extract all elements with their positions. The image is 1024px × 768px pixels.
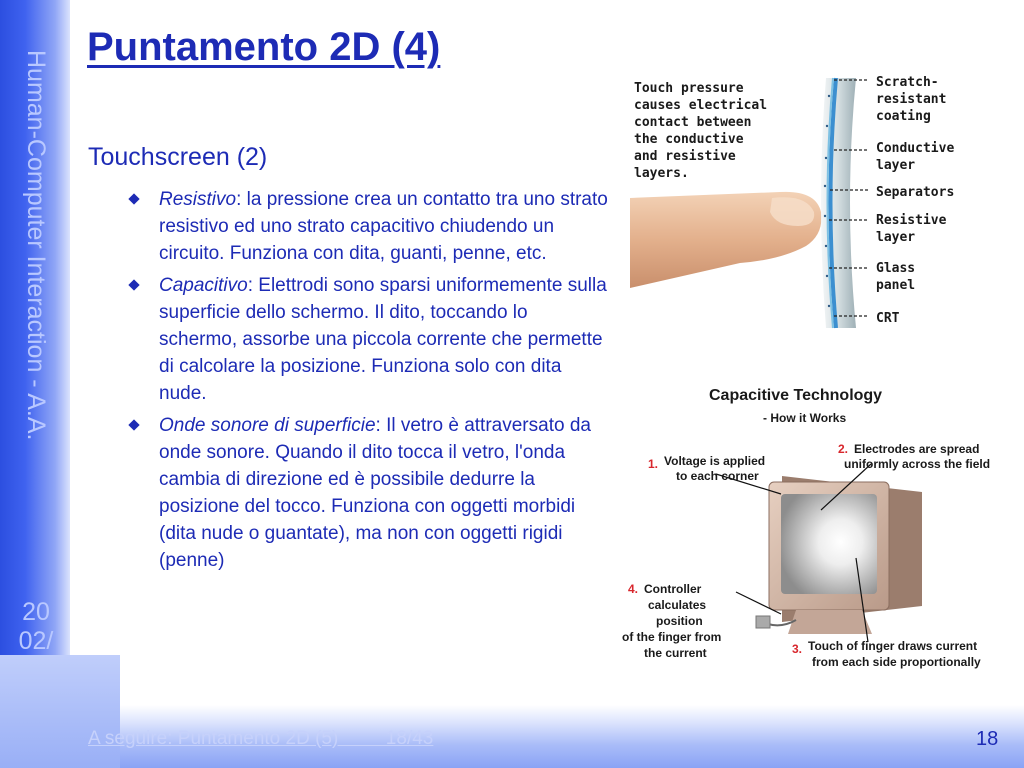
label-line: layer	[876, 230, 916, 245]
diamond-bullet-icon	[128, 279, 139, 290]
pressure-caption	[634, 81, 775, 181]
slide-title: Puntamento 2D (4)	[87, 25, 441, 69]
label-line: panel	[876, 278, 916, 293]
label-conductive-layer	[876, 141, 962, 173]
label-glass-panel	[876, 261, 923, 293]
caption-line: layers.	[634, 166, 689, 181]
label-scratch-resistant	[876, 75, 954, 124]
step-line: of the finger from	[622, 630, 722, 644]
step-line: Controller	[644, 582, 702, 596]
bullet-surface-wave	[128, 412, 608, 574]
finger-illustration	[630, 192, 821, 288]
step-line: Voltage is applied	[664, 454, 766, 468]
label-line: CRT	[876, 311, 900, 326]
label-separators	[876, 185, 954, 200]
label-line: Scratch-	[876, 75, 939, 90]
section-heading: Touchscreen (2)	[88, 143, 268, 171]
label-crt	[876, 311, 900, 326]
bullet-text: : Elettrodi sono sparsi uniformemente sulla superficie dello schermo. Il dito, toccando lo schermo, assorbe una piccola corrente che permette di calcolare la posizione. Funziona solo con dita nude.	[159, 275, 607, 404]
step-1	[648, 454, 768, 483]
step-3	[792, 639, 981, 669]
caption-line: the conductive	[634, 132, 744, 147]
monitor-illustration	[756, 476, 922, 634]
label-line: Conductive	[876, 141, 955, 156]
step-number: 1.	[648, 457, 659, 471]
figure-title: Capacitive Technology	[709, 387, 883, 404]
footer-corner-block	[0, 655, 120, 768]
label-line: Resistive	[876, 213, 947, 228]
label-line: Separators	[876, 185, 955, 200]
page-number: 18	[976, 728, 999, 750]
label-resistive-layer	[876, 213, 954, 245]
step-line: the current	[644, 646, 707, 660]
step-line: position	[656, 614, 703, 628]
step-line: Electrodes are spread	[854, 442, 980, 456]
bullet-resistive	[128, 186, 608, 267]
label-line: layer	[876, 158, 916, 173]
layer-stack-illustration	[821, 78, 856, 328]
step-line: from each side proportionally	[812, 655, 981, 669]
step-number: 3.	[792, 642, 803, 656]
step-number: 4.	[628, 582, 639, 596]
capacitive-technology-figure	[606, 372, 1024, 696]
bullet-text: : Il vetro è attraversato da onde sonore. Quando il dito tocca il vetro, l'onda cambia di direzione ed è possibile dedurre la posizione del tocco. Funziona con oggetti morbidi (dita nude o guantate), ma non con oggetti rigidi (penne)	[159, 415, 591, 571]
caption-line: causes electrical	[634, 98, 768, 113]
label-line: coating	[876, 109, 931, 124]
bullet-list	[128, 186, 608, 579]
bullet-term: Capacitivo	[159, 275, 248, 296]
step-line: Touch of finger draws current	[808, 639, 978, 653]
step-line: uniformly across the field	[844, 457, 991, 471]
next-slide-link[interactable]: A seguire: Puntamento 2D (5) 18/43	[88, 728, 434, 749]
diamond-bullet-icon	[128, 193, 139, 204]
bullet-capacitive	[128, 272, 608, 407]
year-part: 02/	[18, 627, 54, 655]
bullet-term: Onde sonore di superficie	[159, 415, 376, 436]
step-line: calculates	[648, 598, 707, 612]
label-line: resistant	[876, 92, 947, 107]
year-part: 20	[22, 598, 50, 626]
step-line: to each corner	[676, 469, 759, 483]
figure-subtitle: - How it Works	[763, 411, 847, 425]
step-4	[622, 582, 725, 660]
bullet-text: : la pressione crea un contatto tra uno strato resistivo ed uno strato capacitivo chiudendo un circuito. Funziona con dita, guanti, penne, etc.	[159, 189, 608, 264]
course-title: Human-Computer Interaction - A.A.	[22, 50, 50, 441]
step-number: 2.	[838, 442, 849, 456]
step-2	[838, 442, 990, 471]
label-line: Glass	[876, 261, 916, 276]
diamond-bullet-icon	[128, 419, 139, 430]
bullet-term: Resistivo	[159, 189, 237, 210]
sidebar	[0, 0, 70, 768]
caption-line: and resistive	[634, 149, 736, 164]
caption-line: Touch pressure	[634, 81, 744, 96]
caption-line: contact between	[634, 115, 752, 130]
resistive-layers-figure	[630, 66, 1024, 336]
